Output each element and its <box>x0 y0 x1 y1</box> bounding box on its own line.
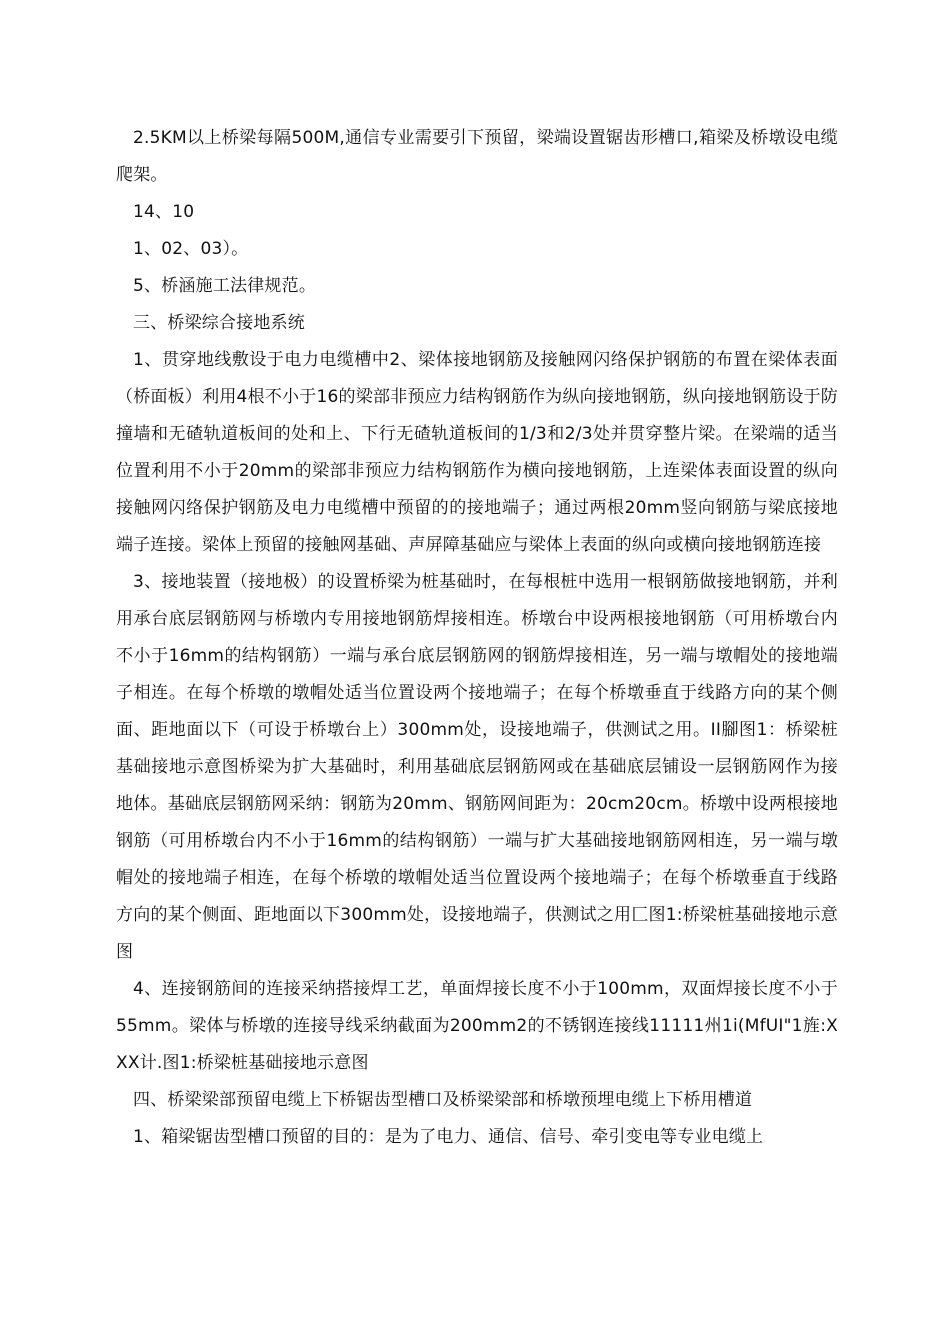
section-heading-cable-troughs: 四、桥梁梁部预留电缆上下桥锯齿型槽口及桥梁梁部和桥墩预埋电缆上下桥用槽道 <box>133 1090 753 1110</box>
section-heading-grounding-system: 三、桥梁综合接地系统 <box>133 313 305 333</box>
paragraph-grounding-steel-layout: 1、贯穿地线敷设于电力电缆槽中2、梁体接地钢筋及接触网闪络保护钢筋的布置在梁体表面（桥面板）利用4根不小于16的梁部非预应力结构钢筋作为纵向接地钢筋，纵向接地钢筋设于防撞墙和无碴轨道板间的处和上、下行无碴轨道板间的1/3和2/3处并贯穿整片梁。在梁端的适当位置利用不小于20mm的梁部非预应力结构钢筋作为横向接地钢筋，上连梁体表面设置的纵向接触网闪络保护钢筋及电力电缆槽中预留的的接地端子；通过两根20mm竖向钢筋与梁底接地端子连接。梁体上预留的接触网基础、声屏障基础应与梁体上表面的纵向或横向接地钢筋连接 <box>116 350 838 555</box>
paragraph-ref-14-10: 14、10 <box>133 202 195 222</box>
paragraph-steel-connection: 4、连接钢筋间的连接采纳搭接焊工艺，单面焊接长度不小于100mm，双面焊接长度不小于55mm。梁体与桥墩的连接导线采纳截面为200mm2的不锈钢连接线11111州1i(MfUI"1旌:XXX计.图1:桥梁桩基础接地示意图 <box>116 979 838 1073</box>
paragraph-sawtooth-notch-purpose: 1、箱梁锯齿型槽口预留的目的：是为了电力、通信、信号、牵引变电等专业电缆上 <box>133 1127 764 1147</box>
document-body <box>116 120 838 1156</box>
paragraph-ref-1-02-03: 1、02、03）。 <box>133 239 249 259</box>
paragraph-grounding-device: 3、接地装置（接地极）的设置桥梁为桩基础时，在每根桩中选用一根钢筋做接地钢筋，并利用承台底层钢筋网与桥墩内专用接地钢筋焊接相连。桥墩台中设两根接地钢筋（可用桥墩台内不小于16mm的结构钢筋）一端与承台底层钢筋网的钢筋焊接相连，另一端与墩帽处的接地端子相连。在每个桥墩的墩帽处适当位置设两个接地端子；在每个桥墩垂直于线路方向的某个侧面、距地面以下（可设于桥墩台上）300mm处，设接地端子，供测试之用。II腳图1：桥梁桩基础接地示意图桥梁为扩大基础时，利用基础底层钢筋网或在基础底层铺设一层钢筋网作为接地体。基础底层钢筋网采纳：钢筋为20mm、钢筋网间距为：20cm20cm。桥墩中设两根接地钢筋（可用桥墩台内不小于16mm的结构钢筋）一端与扩大基础接地钢筋网相连，另一端与墩帽处的接地端子相连，在每个桥墩的墩帽处适当位置设两个接地端子；在每个桥墩垂直于线路方向的某个侧面、距地面以下300mm处，设接地端子，供测试之用匚图1:桥梁桩基础接地示意图 <box>116 572 838 962</box>
paragraph-bridge-cable-reservation: 2.5KM以上桥梁每隔500M,通信专业需要引下预留，梁端设置锯齿形槽口,箱梁及桥墩设电缆爬架。 <box>116 128 838 185</box>
paragraph-legal-norms: 5、桥涵施工法律规范。 <box>133 276 317 296</box>
